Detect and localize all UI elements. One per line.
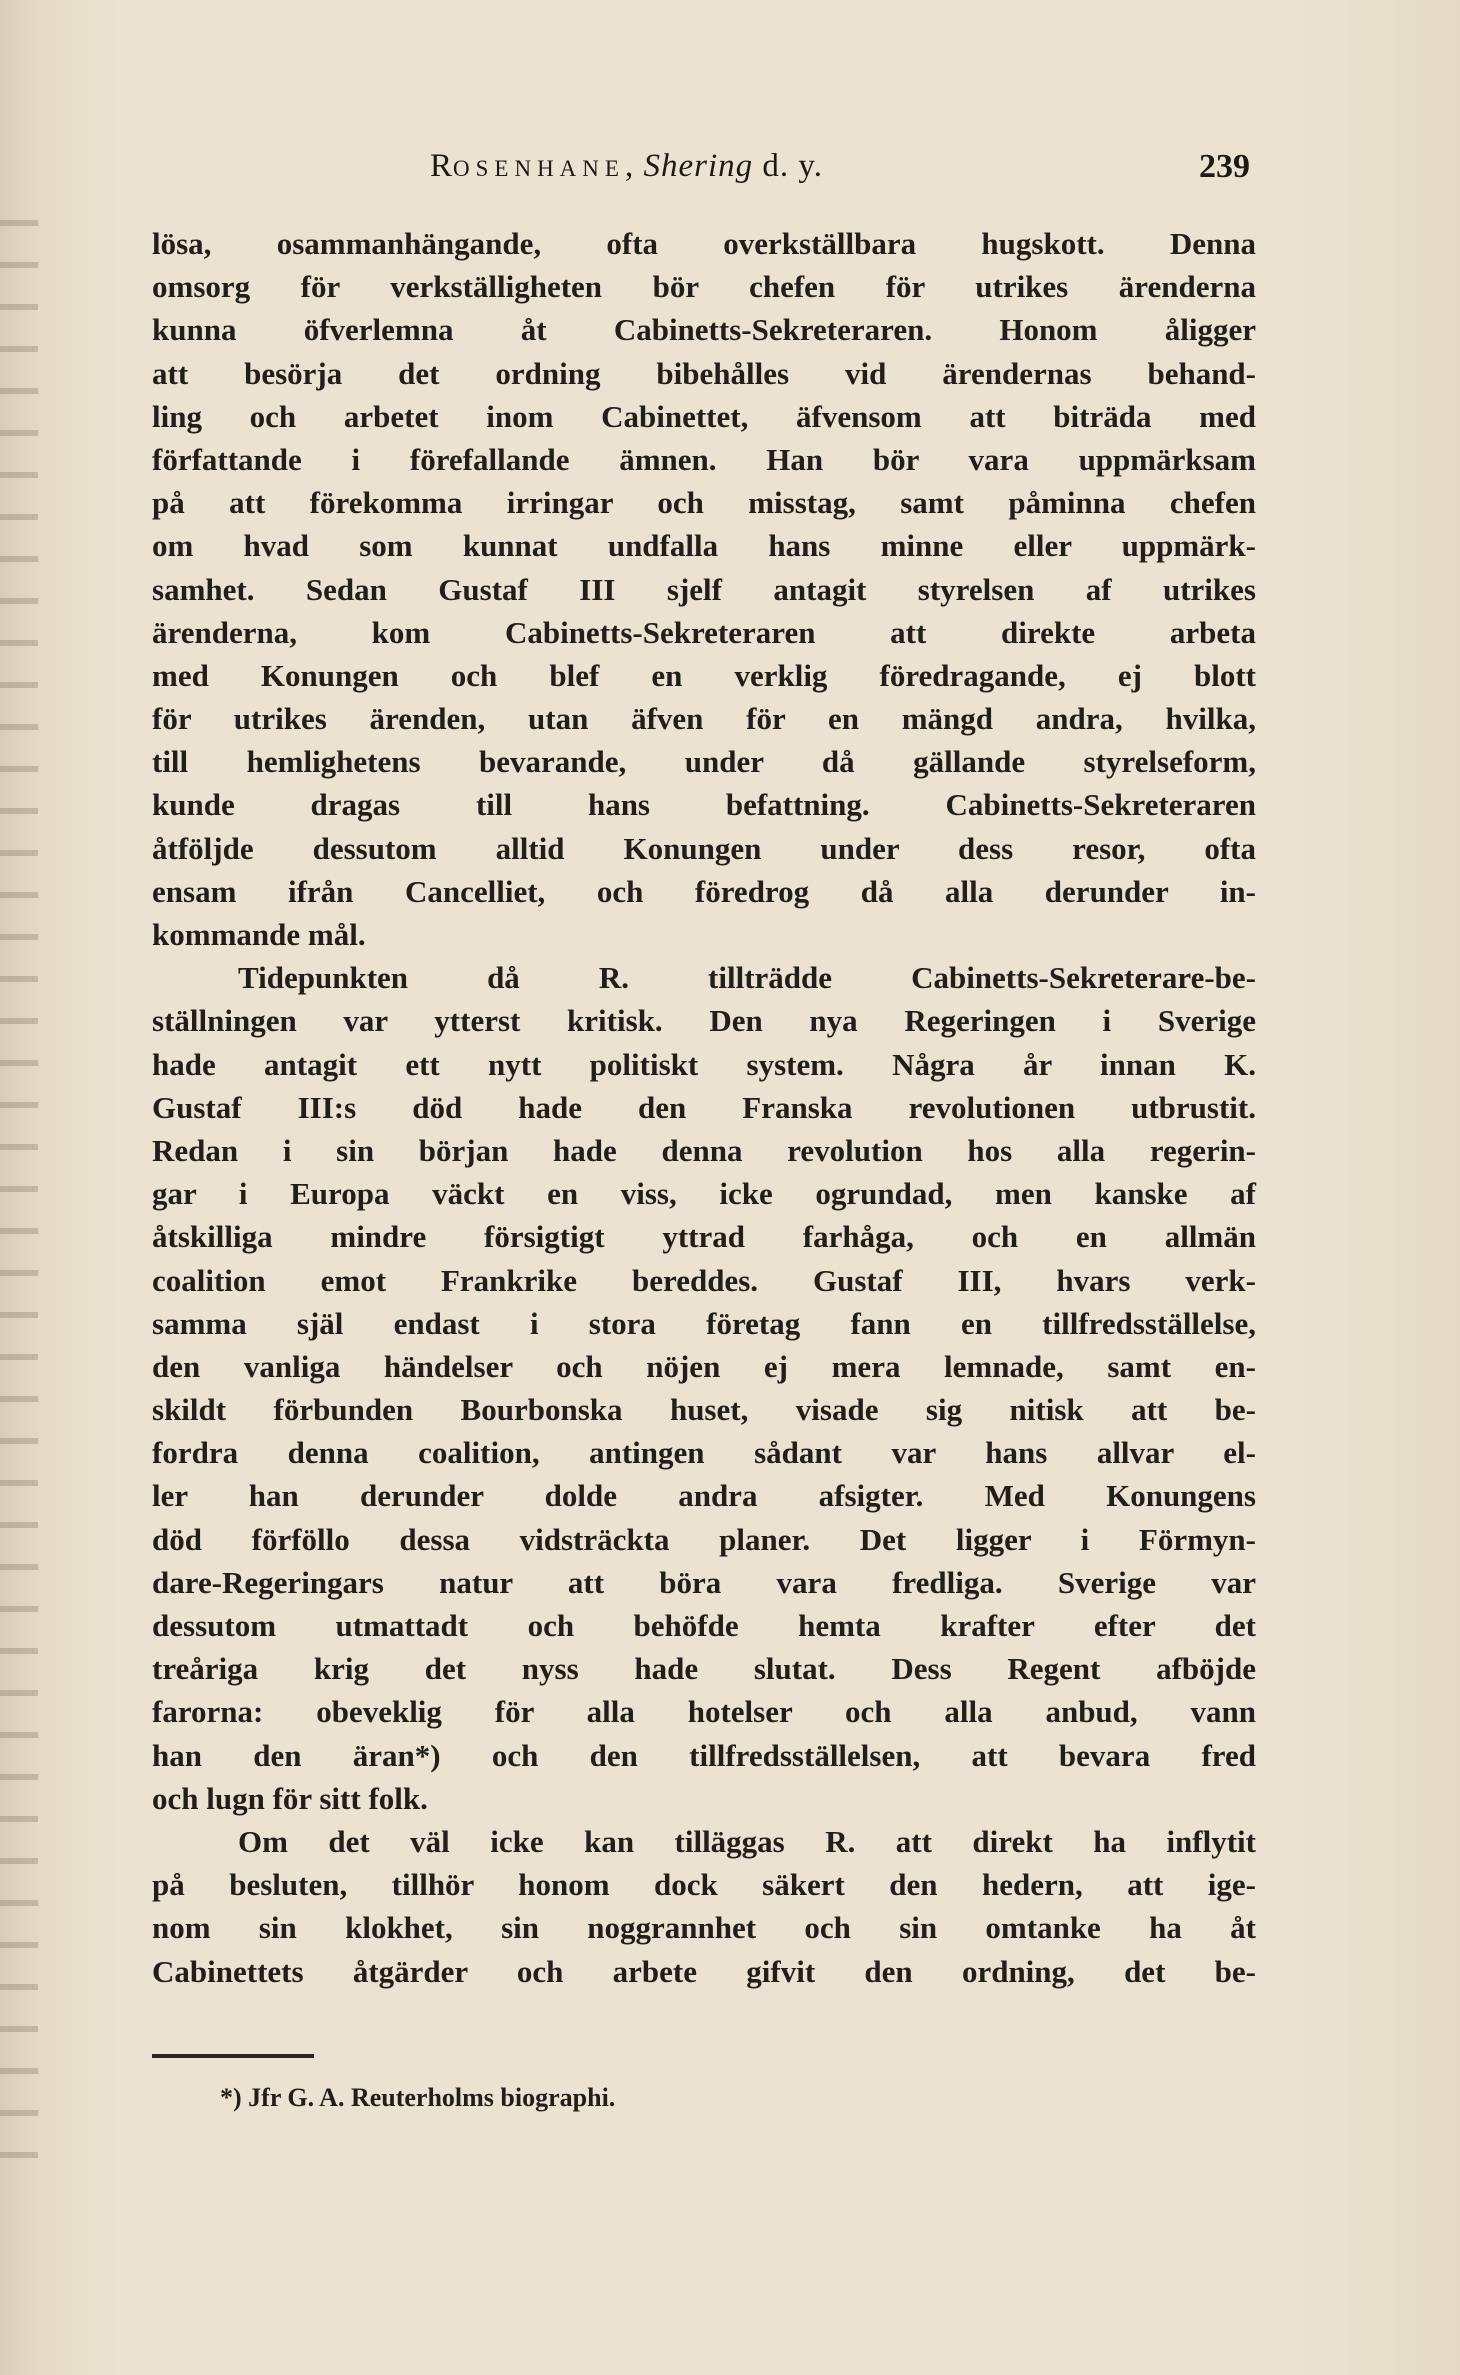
text-line: författande i förefallande ämnen. Han bör vara uppmärksam (152, 441, 1256, 477)
paragraph (152, 956, 1256, 1820)
text-line: Redan i sin början hade denna revolution hos alla regerin- (152, 1132, 1256, 1168)
text-line: om hvad som kunnat undfalla hans minne eller uppmärk- (152, 528, 1256, 564)
text-line: gar i Europa väckt en viss, icke ogrundad, men kanske af (152, 1176, 1256, 1212)
text-line: ensam ifrån Cancelliet, och föredrog då alla derunder in- (152, 873, 1256, 909)
running-head-title (430, 148, 823, 185)
text-line: ler han derunder dolde andra afsigter. Med Konungens (152, 1478, 1256, 1514)
paragraph (152, 222, 1256, 956)
text-line: lösa, osammanhängande, ofta overkställbara hugskott. Denna (152, 226, 1256, 261)
body-text (152, 222, 1256, 1993)
text-line: och lugn för sitt folk. (152, 1780, 428, 1816)
text-line: dessutom utmattadt och behöfde hemta krafter efter det (152, 1608, 1256, 1643)
text-line: för utrikes ärenden, utan äfven för en mängd andra, hvilka, (152, 701, 1256, 737)
text-line: samma själ endast i stora företag fann en tillfredsställelse, (152, 1305, 1256, 1341)
text-line: kunde dragas till hans befattning. Cabinetts-Sekreteraren (152, 787, 1256, 823)
text-line: den vanliga händelser och nöjen ej mera lemnade, samt en- (152, 1348, 1256, 1384)
text-line: coalition emot Frankrike bereddes. Gustaf III, hvars verk- (152, 1262, 1256, 1298)
text-line: han den äran*) och den tillfredsställelsen, att bevara fred (152, 1737, 1256, 1773)
text-line: skildt förbunden Bourbonska huset, visade sig nitisk att be- (152, 1392, 1256, 1428)
text-line: Gustaf III:s död hade den Franska revolutionen utbrustit. (152, 1089, 1256, 1125)
facing-page-bleed (0, 220, 38, 2180)
text-line: till hemlighetens bevarande, under då gällande styrelseform, (152, 744, 1256, 780)
header-subject: Shering (643, 148, 754, 184)
page-number: 239 (1199, 148, 1250, 185)
text-line: ställningen var ytterst kritisk. Den nya Regeringen i Sverige (152, 1003, 1256, 1039)
footnote-rule (152, 2054, 314, 2058)
author-initial: R (430, 148, 454, 184)
text-line: farorna: obeveklig för alla hotelser och alla anbud, vann (152, 1694, 1256, 1730)
text-line: treåriga krig det nyss hade slutat. Dess Regent afböjde (152, 1651, 1256, 1687)
text-line: med Konungen och blef en verklig föredragande, ej blott (152, 657, 1256, 693)
text-line: nom sin klokhet, sin noggrannhet och sin omtanke ha åt (152, 1910, 1256, 1946)
text-line: på att förekomma irringar och misstag, samt påminna chefen (152, 485, 1256, 521)
text-line: Cabinettets åtgärder och arbete gifvit den ordning, det be- (152, 1953, 1256, 1989)
text-line: kunna öfverlemna åt Cabinetts-Sekreteraren. Honom åligger (152, 312, 1256, 348)
paragraph (152, 1820, 1256, 1993)
text-line: på besluten, tillhör honom dock säkert den hedern, att ige- (152, 1867, 1256, 1903)
text-line: dare-Regeringars natur att böra vara fredliga. Sverige var (152, 1564, 1256, 1600)
text-line: fordra denna coalition, antingen sådant var hans allvar el- (152, 1435, 1256, 1471)
text-line: Tidepunkten då R. tillträdde Cabinetts-Sekreterare-be- (238, 960, 1256, 996)
text-line: åtföljde dessutom alltid Konungen under dess resor, ofta (152, 830, 1256, 866)
text-line: Om det väl icke kan tilläggas R. att direkt ha inflytit (238, 1823, 1256, 1859)
text-line: omsorg för verkställigheten bör chefen för utrikes ärenderna (152, 269, 1256, 305)
footnote: *) Jfr G. A. Reuterholms biographi. (220, 2083, 616, 2112)
text-line: åtskilliga mindre försigtigt yttrad farhåga, och en allmän (152, 1219, 1256, 1255)
text-line: samhet. Sedan Gustaf III sjelf antagit styrelsen af utrikes (152, 571, 1256, 607)
text-line: död förföllo dessa vidsträckta planer. Det ligger i Förmyn- (152, 1521, 1256, 1557)
running-header (150, 148, 1260, 198)
text-line: ling och arbetet inom Cabinettet, äfvensom att biträda med (152, 398, 1256, 434)
text-line: hade antagit ett nytt politiskt system. Några år innan K. (152, 1046, 1256, 1082)
header-comma: , (624, 148, 635, 184)
text-line: kommande mål. (152, 917, 366, 952)
header-suffix: d. y. (762, 148, 823, 184)
text-line: ärenderna, kom Cabinetts-Sekreteraren att direkte arbeta (152, 614, 1256, 650)
author-name-rest: osenhane (453, 148, 625, 184)
text-line: att besörja det ordning bibehålles vid ärendernas behand- (152, 355, 1256, 391)
